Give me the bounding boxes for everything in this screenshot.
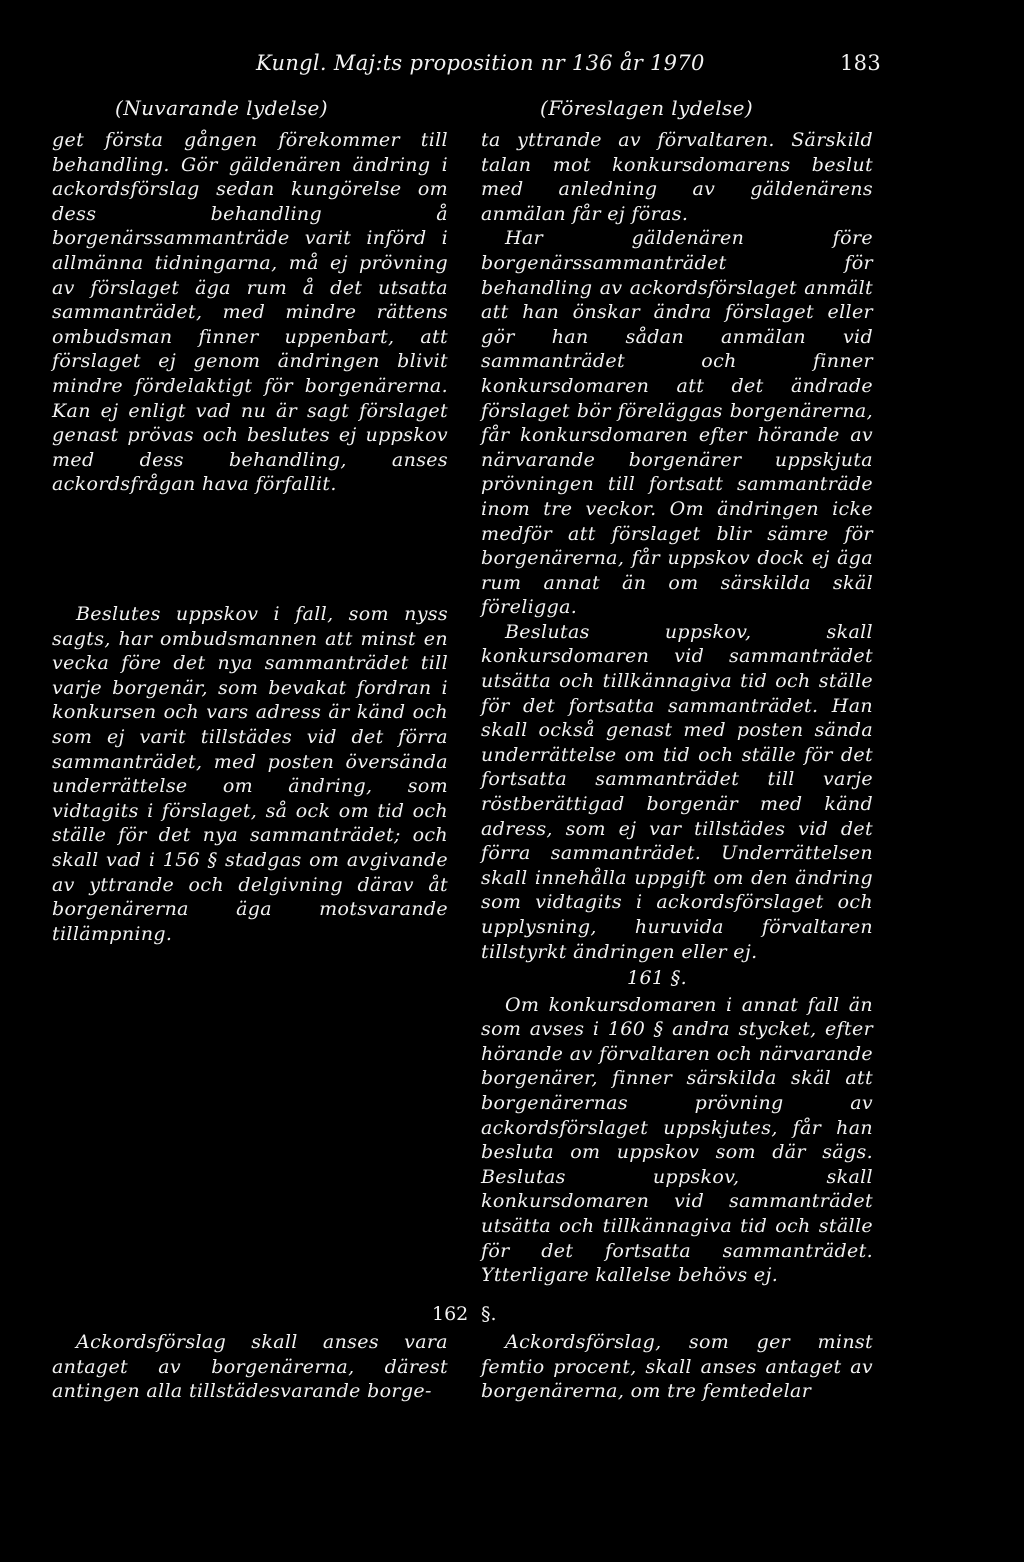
- left-text-2: Beslutes uppskov i fall, som nyss sagts, har ombudsmannen att minst en vecka före det nya sammanträdet till varje borgenär, som bevakat fordran i konkursen och vars adress är känd och som ej varit tillstädes vid det förra sammanträdet, med posten översända underrättelse om ändring, som vidtagits i förslaget, så ock om tid och ställe för det nya sammanträdet; och skall vad i 156 § stadgas om avgivande av yttrande och delgivning därav åt borgenärerna äga motsvarande tillämpning.: [52, 603, 448, 945]
- page-number: 183: [840, 51, 881, 75]
- right-text-2: Har gäldenären före borgenärssammanträdet för behandling av ackordsförslaget anmält att han önskar ändra förslaget eller gör han sådan anmälan vid sammanträdet och finner konkursdomaren att det ändrade förslaget bör föreläggas borgenärerna, får konkursdomaren efter hörande av närvarande borgenärer uppskjuta prövningen till fortsatt sammanträde inom tre veckor. Om ändringen icke medför att förslaget blir sämre för borgenärerna, får uppskov dock ej äga rum annat än om särskilda skäl föreligga.: [481, 227, 873, 619]
- right-text-1: ta yttrande av förvaltaren. Särskild talan mot konkursdomarens beslut med anledning av gäldenärens anmälan får ej föras.: [481, 129, 873, 225]
- section-162-number: 162: [432, 1303, 469, 1325]
- section-161-block: [481, 966, 873, 1288]
- left-text-3: Ackordsförslag skall anses vara antaget av borgenärerna, därest antingen alla tillstädesvarande borge-: [52, 1331, 448, 1403]
- right-text-3: Beslutas uppskov, skall konkursdomaren vid sammanträdet utsätta och tillkännagiva tid och ställe för det fortsatta sammanträdet. Han skall också genast med posten sända underrättelse om tid och ställe för det fortsatta sammanträdet till varje röstberättigad borgenär med känd adress, som ej var tillstädes vid det förra sammanträdet. Underrättelsen skall innehålla uppgift om den ändring som vidtagits i ackordsförslaget och upplysning, huruvida förvaltaren tillstyrkt ändringen eller ej.: [481, 620, 873, 963]
- left-paragraph-2: [52, 602, 448, 946]
- document-title: Kungl. Maj:ts proposition nr 136 år 1970: [256, 51, 705, 75]
- right-text-5: Ackordsförslag, som ger minst femtio procent, skall anses antaget av borgenärerna, om tre femtedelar: [481, 1331, 873, 1403]
- section-162-symbol: §.: [481, 1303, 497, 1325]
- section-161-heading: 161 §.: [627, 967, 687, 989]
- left-paragraph-3: [52, 1330, 448, 1404]
- right-column-heading: (Föreslagen lydelse): [540, 96, 754, 120]
- right-text-4: Om konkursdomaren i annat fall än som avses i 160 § andra stycket, efter hörande av förvaltaren och närvarande borgenärer, finner särskilda skäl att borgenärernas prövning av ackordsförslaget uppskjutes, får han besluta om uppskov som där sägs. Beslutas uppskov, skall konkursdomaren vid sammanträdet utsätta och tillkännagiva tid och ställe för det fortsatta sammanträdet. Ytterligare kallelse behövs ej.: [481, 993, 873, 1287]
- right-paragraph-5: [481, 1330, 873, 1404]
- left-paragraph-1: [52, 128, 448, 497]
- left-text-1: get första gången förekommer till behandling. Gör gäldenären ändring i ackordsförslag sedan kungörelse om dess behandling å borgenärssammanträde varit införd i allmänna tidningarna, må ej prövning av förslaget äga rum å det utsatta sammanträdet, med mindre rättens ombudsman finner uppenbart, att förslaget ej genom ändringen blivit mindre fördelaktigt för borgenärerna. Kan ej enligt vad nu är sagt förslaget genast prövas och beslutes ej uppskov med dess behandling, anses ackordsfrågan hava förfallit.: [52, 129, 448, 496]
- right-paragraph-1: [481, 128, 873, 964]
- left-column-heading: (Nuvarande lydelse): [115, 96, 329, 120]
